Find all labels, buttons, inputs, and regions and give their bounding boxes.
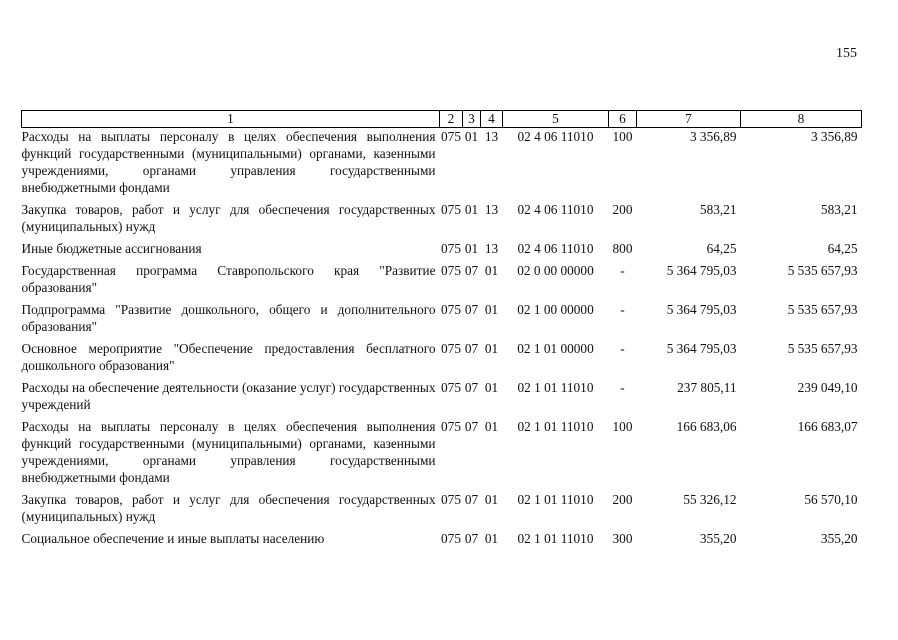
- header-cell: 4: [481, 111, 503, 128]
- row-name: Расходы на обеспечение деятельности (оказание услуг) государственных учреждений: [21, 380, 436, 412]
- cell-amount-2: 56 570,10: [804, 492, 858, 507]
- cell-section: 07: [464, 492, 479, 507]
- table-row: [22, 128, 862, 202]
- cell-target-code: 02 1 01 11010: [517, 531, 594, 546]
- cell-ministry: 075: [441, 241, 461, 256]
- cell-subsection: 01: [484, 341, 499, 356]
- cell-amount-2: 3 356,89: [810, 129, 858, 144]
- cell-ministry: 075: [441, 202, 461, 217]
- cell-subsection: 01: [484, 531, 499, 546]
- cell-section: 07: [464, 380, 479, 395]
- page-number: 155: [836, 46, 857, 61]
- cell-amount-2: 5 535 657,93: [787, 263, 858, 278]
- cell-amount-1: 237 805,11: [677, 380, 737, 395]
- cell-expense-type: 200: [612, 492, 633, 507]
- cell-ministry: 075: [441, 531, 461, 546]
- cell-ministry: 075: [441, 492, 461, 507]
- header-cell: 3: [463, 111, 481, 128]
- cell-expense-type: 800: [612, 241, 633, 256]
- row-name: Основное мероприятие "Обеспечение предоставления бесплатного дошкольного образования": [21, 341, 436, 373]
- cell-expense-type: 100: [612, 129, 633, 144]
- cell-target-code: 02 4 06 11010: [517, 241, 594, 256]
- cell-amount-1: 166 683,06: [676, 419, 737, 434]
- cell-subsection: 13: [484, 202, 499, 217]
- cell-amount-1: 583,21: [699, 202, 737, 217]
- cell-subsection: 01: [484, 380, 499, 395]
- cell-amount-1: 355,20: [699, 531, 737, 546]
- cell-expense-type: 200: [612, 202, 633, 217]
- header-cell: 2: [440, 111, 463, 128]
- cell-subsection: 01: [484, 302, 499, 317]
- cell-target-code: 02 4 06 11010: [517, 202, 594, 217]
- header-cell: 7: [637, 111, 741, 128]
- cell-expense-type: 300: [612, 531, 633, 546]
- cell-amount-2: 5 535 657,93: [787, 302, 858, 317]
- cell-section: 01: [464, 202, 479, 217]
- table-row: [22, 491, 862, 530]
- table-row: [22, 530, 862, 549]
- table-row: [22, 418, 862, 491]
- cell-target-code: 02 1 01 11010: [517, 492, 594, 507]
- cell-section: 07: [464, 263, 479, 278]
- cell-amount-1: 5 364 795,03: [666, 263, 737, 278]
- cell-target-code: 02 1 01 11010: [517, 419, 594, 434]
- cell-ministry: 075: [441, 380, 461, 395]
- header-row: [22, 111, 862, 128]
- cell-section: 01: [464, 129, 479, 144]
- cell-amount-2: 239 049,10: [797, 380, 858, 395]
- cell-amount-2: 5 535 657,93: [787, 341, 858, 356]
- row-name: Государственная программа Ставропольского края "Развитие образования": [21, 263, 436, 295]
- row-name: Иные бюджетные ассигнования: [21, 241, 202, 256]
- cell-target-code: 02 1 00 00000: [517, 302, 594, 317]
- row-name: Расходы на выплаты персоналу в целях обеспечения выполнения функций государственными (муниципальными) органами, казенными учреждениями, органами управления государственными внебюджетными фондами: [21, 419, 436, 485]
- cell-section: 01: [464, 241, 479, 256]
- table-row: [22, 240, 862, 262]
- cell-subsection: 01: [484, 492, 499, 507]
- cell-amount-1: 5 364 795,03: [666, 302, 737, 317]
- cell-expense-type: -: [620, 380, 625, 395]
- header-cell: 1: [22, 111, 440, 128]
- row-name: Закупка товаров, работ и услуг для обеспечения государственных (муниципальных) нужд: [21, 492, 436, 524]
- cell-section: 07: [464, 341, 479, 356]
- cell-amount-1: 5 364 795,03: [666, 341, 737, 356]
- row-name: Расходы на выплаты персоналу в целях обеспечения выполнения функций государственными (муниципальными) органами, казенными учреждениями, органами управления государственными внебюджетными фондами: [21, 129, 436, 195]
- cell-ministry: 075: [441, 263, 461, 278]
- cell-target-code: 02 1 01 00000: [517, 341, 594, 356]
- cell-ministry: 075: [441, 341, 461, 356]
- cell-amount-2: 166 683,07: [797, 419, 858, 434]
- cell-ministry: 075: [441, 302, 461, 317]
- row-name: Подпрограмма "Развитие дошкольного, общего и дополнительного образования": [21, 302, 436, 334]
- cell-section: 07: [464, 531, 479, 546]
- cell-amount-2: 583,21: [820, 202, 858, 217]
- cell-subsection: 13: [484, 129, 499, 144]
- cell-ministry: 075: [441, 129, 461, 144]
- cell-ministry: 075: [441, 419, 461, 434]
- header-cell: 5: [503, 111, 609, 128]
- cell-expense-type: -: [620, 302, 625, 317]
- row-name: Закупка товаров, работ и услуг для обеспечения государственных (муниципальных) нужд: [21, 202, 436, 234]
- header-cell: 8: [741, 111, 862, 128]
- cell-subsection: 13: [484, 241, 499, 256]
- cell-target-code: 02 1 01 11010: [517, 380, 594, 395]
- cell-target-code: 02 0 00 00000: [517, 263, 594, 278]
- cell-section: 07: [464, 302, 479, 317]
- cell-section: 07: [464, 419, 479, 434]
- table-row: [22, 340, 862, 379]
- header-cell: 6: [609, 111, 637, 128]
- cell-subsection: 01: [484, 419, 499, 434]
- cell-target-code: 02 4 06 11010: [517, 129, 594, 144]
- table-row: [22, 201, 862, 240]
- cell-amount-1: 55 326,12: [683, 492, 737, 507]
- cell-expense-type: 100: [612, 419, 633, 434]
- table-row: [22, 379, 862, 418]
- cell-amount-2: 355,20: [820, 531, 858, 546]
- cell-amount-2: 64,25: [827, 241, 858, 256]
- table-row: [22, 262, 862, 301]
- cell-subsection: 01: [484, 263, 499, 278]
- cell-expense-type: -: [620, 341, 625, 356]
- cell-amount-1: 3 356,89: [689, 129, 737, 144]
- cell-expense-type: -: [620, 263, 625, 278]
- row-name: Социальное обеспечение и иные выплаты населению: [21, 531, 325, 546]
- cell-amount-1: 64,25: [706, 241, 737, 256]
- budget-table: [21, 110, 862, 549]
- table-row: [22, 301, 862, 340]
